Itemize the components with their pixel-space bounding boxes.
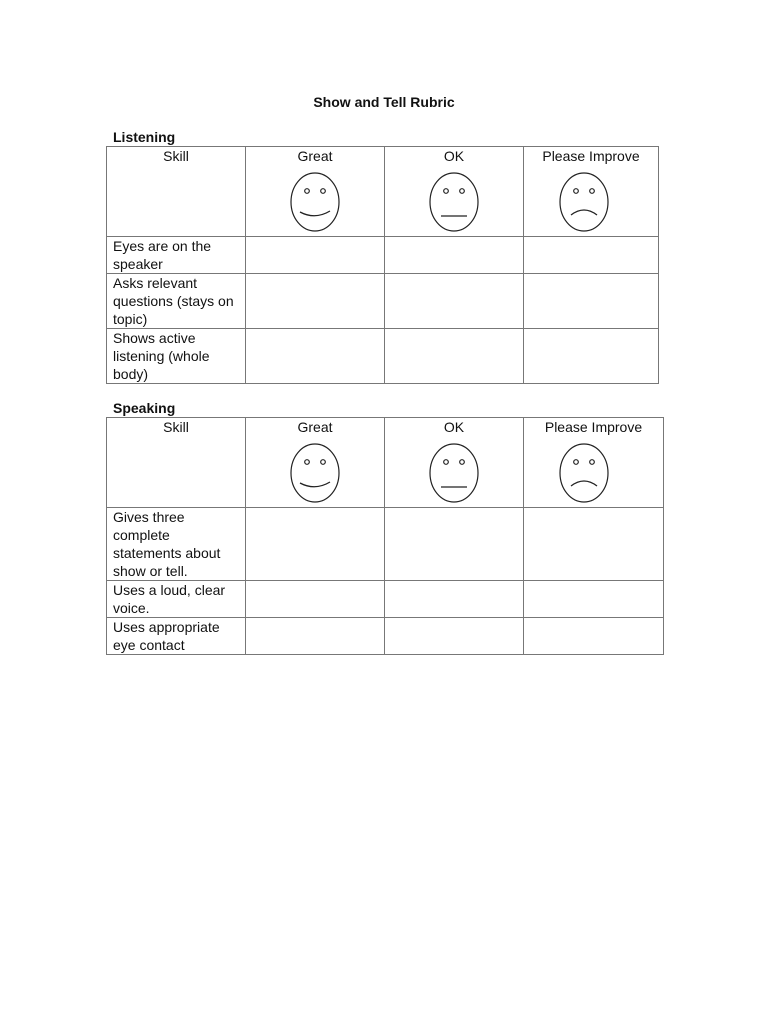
speaking-header-ok [385, 418, 524, 508]
skill-cell: Asks relevant questions (stays on topic) [107, 274, 246, 329]
smiley-face-icon [289, 442, 341, 504]
rating-cell-improve[interactable] [524, 237, 659, 274]
table-row [107, 237, 659, 274]
rating-cell-improve[interactable] [524, 274, 659, 329]
listening-header-ok [385, 147, 524, 237]
table-row [107, 508, 664, 581]
speaking-header-skill [107, 418, 246, 508]
frowny-face-icon [558, 171, 610, 233]
rating-cell-improve[interactable] [524, 329, 659, 384]
listening-header-great [246, 147, 385, 237]
table-row [107, 274, 659, 329]
header-great-label: Great [297, 419, 333, 435]
speaking-header-row [107, 418, 664, 508]
rating-cell-ok[interactable] [385, 618, 524, 655]
rating-cell-ok[interactable] [385, 508, 524, 581]
listening-header-row [107, 147, 659, 237]
header-skill-label: Skill [163, 148, 189, 164]
rating-cell-great[interactable] [246, 508, 385, 581]
skill-cell: Gives three complete statements about show or tell. [107, 508, 246, 581]
listening-header-skill [107, 147, 246, 237]
speaking-header-great [246, 418, 385, 508]
rating-cell-ok[interactable] [385, 237, 524, 274]
speaking-rubric-table [106, 417, 664, 655]
rating-cell-great[interactable] [246, 618, 385, 655]
table-row [107, 329, 659, 384]
table-row [107, 581, 664, 618]
rating-cell-improve[interactable] [524, 618, 664, 655]
rating-cell-great[interactable] [246, 581, 385, 618]
rating-cell-great[interactable] [246, 274, 385, 329]
neutral-face-icon [428, 171, 480, 233]
rating-cell-ok[interactable] [385, 274, 524, 329]
header-ok-label: OK [443, 148, 465, 164]
rating-cell-ok[interactable] [385, 581, 524, 618]
skill-cell: Uses appropriate eye contact [107, 618, 246, 655]
rating-cell-ok[interactable] [385, 329, 524, 384]
page-title: Show and Tell Rubric [313, 94, 455, 110]
header-improve-label: Please Improve [542, 148, 640, 164]
rating-cell-improve[interactable] [524, 581, 664, 618]
header-ok-label: OK [443, 419, 465, 435]
header-skill-label: Skill [163, 419, 189, 435]
listening-section-label: Listening [113, 129, 176, 145]
header-great-label: Great [297, 148, 333, 164]
rating-cell-great[interactable] [246, 237, 385, 274]
rating-cell-improve[interactable] [524, 508, 664, 581]
speaking-section-label: Speaking [113, 400, 176, 416]
rating-cell-great[interactable] [246, 329, 385, 384]
listening-header-improve [524, 147, 659, 237]
frowny-face-icon [558, 442, 610, 504]
smiley-face-icon [289, 171, 341, 233]
skill-cell: Shows active listening (whole body) [107, 329, 246, 384]
speaking-header-improve [524, 418, 664, 508]
listening-rubric-table [106, 146, 659, 384]
skill-cell: Uses a loud, clear voice. [107, 581, 246, 618]
header-improve-label: Please Improve [544, 419, 643, 435]
skill-cell: Eyes are on the speaker [107, 237, 246, 274]
neutral-face-icon [428, 442, 480, 504]
table-row [107, 618, 664, 655]
